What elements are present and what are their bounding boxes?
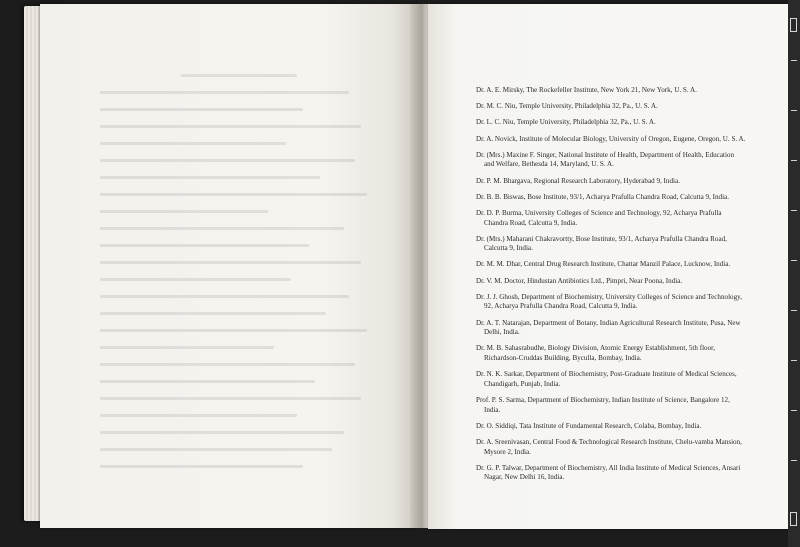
ruler-mark — [791, 110, 797, 111]
ruler-box — [790, 18, 797, 32]
ruler-mark — [791, 460, 797, 461]
ruler-mark — [791, 60, 797, 61]
list-item: Dr. O. Siddiqi, Tata Institute of Fundamental Research, Colaba, Bombay, India. — [476, 421, 702, 430]
list-item: Dr. N. K. Sarkar, Department of Biochemistry, Post-Graduate Institute of Medical Sciences, Chandigarh, Punjab, India. — [476, 370, 737, 388]
ruler-mark — [791, 310, 797, 311]
ruler-mark — [791, 360, 797, 361]
list-item: Dr. L. C. Niu, Temple University, Philadelphia 32, Pa., U. S. A. — [476, 118, 656, 127]
list-item: Dr. B. B. Biswas, Bose Institute, 93/1, Acharya Prafulla Chandra Road, Calcutta 9, India. — [476, 192, 729, 201]
list-item: Dr. (Mrs.) Maxine F. Singer, National Institute of Health, Department of Health, Education and Welfare, Bethesda 14, Maryland, U. S. A. — [476, 150, 735, 169]
ruler-mark — [791, 160, 797, 161]
list-item: Dr. A. T. Natarajan, Department of Botany, Indian Agricultural Research Institute, Pusa, New Delhi, India. — [476, 318, 741, 337]
list-item: Dr. M. C. Niu, Temple University, Philadelphia 32, Pa., U. S. A. — [476, 102, 658, 111]
list-item: Dr. M. M. Dhar, Central Drug Research Institute, Chattar Manzil Palace, Lucknow, India. — [476, 260, 731, 269]
list-item: Dr. V. M. Doctor, Hindustan Antibiotics Ltd., Pimpri, Near Poona, India. — [476, 276, 683, 285]
scan-ruler — [788, 0, 800, 547]
ruler-mark — [791, 260, 797, 261]
ruler-box — [790, 512, 797, 526]
list-item: Dr. G. P. Talwar, Department of Biochemistry, All India Institute of Medical Sciences, Ansari Nagar, New Delhi 16, India. — [476, 463, 741, 482]
ruler-mark — [791, 210, 797, 211]
list-item: Dr. P. M. Bhargava, Regional Research Laboratory, Hyderabad 9, India. — [476, 176, 680, 185]
list-item: Prof. P. S. Sarma, Department of Biochemistry, Indian Institute of Science, Bangalore 12, India. — [476, 395, 730, 414]
list-item: Dr. (Mrs.) Maharani Chakravortty, Bose Institute, 93/1, Acharya Prafulla Chandra Road, Calcutta 9, India. — [476, 234, 727, 253]
list-item: Dr. A. Novick, Institute of Molecular Biology, University of Oregon, Eugene, Oregon, U. S. A. — [476, 134, 746, 143]
participant-list — [476, 86, 746, 490]
show-through-text — [100, 74, 390, 504]
list-item: Dr. A. Sreenivasan, Central Food & Technological Research Institute, Chelu-vamba Mansion, Mysore 2, India. — [476, 437, 742, 456]
list-item: Dr. D. P. Burma, University Colleges of Science and Technology, 92, Acharya Prafulla Chandra Road, Calcutta 9, India. — [476, 208, 722, 227]
list-item: Dr. A. E. Mirsky, The Rockefeller Institute, New York 21, New York, U. S. A. — [476, 86, 697, 94]
list-item: Dr. M. B. Sahasrabudhe, Biology Division, Atomic Energy Establishment, 5th floor, Richardson-Cruddas Building, Byculla, Bombay, India. — [476, 344, 715, 362]
left-page — [40, 4, 418, 528]
list-item: Dr. J. J. Ghosh, Department of Biochemistry, University Colleges of Science and Technology, 92, Acharya Prafulla Chandra Road, Calcutta 9, India. — [476, 292, 742, 311]
ruler-mark — [791, 410, 797, 411]
